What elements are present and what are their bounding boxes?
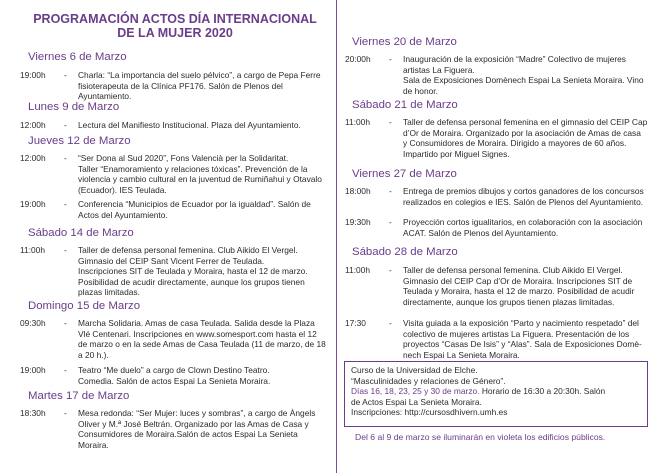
desc-line: de marzo o en la sede Amas de Casa Teulada (11 de marzo, de 18 <box>78 339 326 350</box>
desc-line: Gimnasio del CEIP Sant Vicent Ferrer de Teulada. <box>78 255 265 266</box>
event-dash: - <box>64 318 67 328</box>
event-description <box>78 199 336 220</box>
day-heading: Domingo 15 de Marzo <box>28 300 141 312</box>
desc-line: Mesa redonda: “Ser Mujer: luces y sombras”, a cargo de Àngels <box>78 408 316 418</box>
course-line: de Actos Espai La Senieta Moraira. <box>351 396 482 407</box>
desc-line: Charla: “La importancia del suelo pélvico”, a cargo de Pepa Ferre <box>78 70 321 80</box>
desc-line: Consumidores de Moraira.Salón de actos Espai La Senieta <box>78 429 298 440</box>
desc-line: realizados en colegios e IES. Salón de Plenos del Ayuntamiento. <box>403 196 644 207</box>
event-dash: - <box>64 120 67 130</box>
event-description <box>403 217 657 238</box>
desc-line: “Ser Dona al Sud 2020”, Fons Valencià per la Solidaritat. <box>78 153 289 163</box>
event-time: 11:00h <box>20 245 45 255</box>
title-line-1: PROGRAMACIÓN ACTOS DÍA INTERNACIONAL <box>33 12 317 26</box>
course-info-box <box>344 361 648 427</box>
event-time: 12:00h <box>20 120 46 130</box>
desc-line: Visita guiada a la exposición “Parto y nacimiento respetado” del <box>403 318 639 328</box>
event-dash: - <box>389 54 392 64</box>
desc-line: Conferencia “Municipios de Ecuador por la igualdad”. Salón de <box>78 199 311 209</box>
desc-line: Vlé Centenari. Inscripciones en www.somesport.com hasta el 12 <box>78 328 317 339</box>
desc-line: colectivo de mujeres artistas La Figuera. Presentación de los <box>403 328 630 339</box>
desc-line: Posibilidad de acudir directamente, aunque los grupos tienen <box>78 276 305 287</box>
event-time: 11:00h <box>345 117 370 127</box>
event-time: 17:30 <box>345 318 366 328</box>
event-dash: - <box>64 365 67 375</box>
desc-line: Taller de defensa personal femenina. Club Aikido El Vergel. <box>403 265 623 275</box>
course-dates: Días 16, 18, 23, 25 y 30 de marzo. <box>351 386 480 397</box>
desc-line: de honor. <box>403 85 438 96</box>
desc-line: nech Espai La Senieta Moraira. <box>403 349 520 360</box>
desc-line: proyectos “Casas De Isis” y “Alas”. Sala de Exposiciones Domè- <box>403 339 642 350</box>
desc-line: Ayuntamiento. <box>78 91 132 102</box>
desc-line: Taller de defensa personal femenina. Club Aikido El Vergel. <box>78 245 298 255</box>
event-time: 18:00h <box>345 186 371 196</box>
event-description <box>78 120 336 131</box>
event-description <box>403 117 657 159</box>
event-time: 19:00h <box>20 199 46 209</box>
event-time: 19:00h <box>20 365 46 375</box>
course-line: Curso de la Universidad de Elche. <box>351 365 478 375</box>
desc-line: directamente, aunque los grupos tienen plazas limitadas. <box>403 296 615 307</box>
desc-line: Gimnasio del CEIP Cap d’Or de Moraira. Inscripciones SIT de <box>403 275 633 286</box>
desc-line: violencia y cambio cultural en la juventud de Rumiñahui y Otavalo <box>78 174 322 185</box>
footer-note: Del 6 al 9 de marzo se iluminarán en violeta los edificios públicos. <box>355 432 606 442</box>
desc-line: Actos del Ayuntamiento. <box>78 209 168 220</box>
desc-line: (Ecuador). IES Teulada. <box>78 184 167 195</box>
desc-line: Moraira. <box>78 439 109 450</box>
event-description <box>78 153 336 195</box>
day-heading: Sábado 21 de Marzo <box>352 99 458 111</box>
course-line: “Masculinidades y relaciones de Género”. <box>351 375 506 386</box>
event-time: 09:30h <box>20 318 46 328</box>
desc-line: Lectura del Manifiesto Institucional. Plaza del Ayuntamiento. <box>78 120 301 130</box>
event-dash: - <box>64 153 67 163</box>
day-heading: Viernes 20 de Marzo <box>352 36 457 48</box>
course-dates-line <box>351 386 647 397</box>
desc-line: fisioterapeuta de la Clínica PF176. Salón de Plenos del <box>78 80 283 91</box>
event-description <box>403 54 657 96</box>
desc-line: a 20 h.). <box>78 349 109 360</box>
desc-line: ACAT. Salón de Plenos del Ayuntamiento. <box>403 227 559 238</box>
desc-line: y Consumidores de Moraira. Dirigido a mayores de 60 años. <box>403 138 627 149</box>
event-description <box>78 245 336 298</box>
event-dash: - <box>389 186 392 196</box>
event-dash: - <box>389 318 392 328</box>
desc-line: Taller de defensa personal femenina en el gimnasio del CEIP Cap <box>403 117 648 127</box>
desc-line: Comedia. Salón de actos Espai La Senieta Moraira. <box>78 375 271 386</box>
event-description <box>403 265 657 307</box>
desc-line: d’Or de Moraira. Organizado por la asociación de Amas de casa <box>403 127 641 138</box>
day-heading: Viernes 6 de Marzo <box>28 51 127 63</box>
event-dash: - <box>389 217 392 227</box>
event-description <box>78 70 336 102</box>
event-description <box>78 408 336 450</box>
day-heading: Sábado 14 de Marzo <box>28 227 134 239</box>
day-heading: Lunes 9 de Marzo <box>28 101 120 113</box>
event-description <box>403 318 657 360</box>
desc-line: Inscripciones SIT de Teulada y Moraira, hasta el 12 de marzo. <box>78 266 308 277</box>
desc-line: Taller “Enamoramiento y relaciones tóxicas”. Prevención de la <box>78 163 308 174</box>
desc-line: Teatro “Me duelo” a cargo de Clown Destino Teatro. <box>78 365 270 375</box>
desc-line: artistas La Figuera. <box>403 64 475 75</box>
desc-line: Inauguración de la exposición “Madre” Colectivo de mujeres <box>403 54 626 64</box>
day-heading: Sábado 28 de Marzo <box>352 246 458 258</box>
event-dash: - <box>389 265 392 275</box>
column-divider <box>336 0 337 473</box>
title-line-2: DE LA MUJER 2020 <box>117 26 233 40</box>
event-dash: - <box>389 117 392 127</box>
desc-line: Teulada y Moraira, hasta el 12 de marzo. Posibilidad de acudir <box>403 286 635 297</box>
course-schedule: Horario de 16:30 a 20:30h. Salón <box>479 386 606 397</box>
event-description <box>78 365 336 386</box>
desc-line: Marcha Solidaria. Amas de casa Teulada. Salida desde la Plaza <box>78 318 315 328</box>
event-dash: - <box>64 70 67 80</box>
desc-line: Impartido por Miguel Signes. <box>403 148 510 159</box>
desc-line: Entrega de premios dibujos y cortos ganadores de los concursos <box>403 186 644 196</box>
event-description <box>78 318 336 360</box>
page-title <box>14 12 336 40</box>
event-time: 11:00h <box>345 265 370 275</box>
desc-line: Sala de Exposiciones Domènech Espai La Senieta Moraira. Vino <box>403 75 644 86</box>
event-description <box>403 186 657 207</box>
event-dash: - <box>64 408 67 418</box>
event-time: 20:00h <box>345 54 371 64</box>
event-time: 19:30h <box>345 217 371 227</box>
day-heading: Viernes 27 de Marzo <box>352 168 457 180</box>
event-dash: - <box>64 199 67 209</box>
desc-line: Oliver y M.ª José Beltrán. Organizado por las Amas de Casa y <box>78 418 309 429</box>
day-heading: Jueves 12 de Marzo <box>28 135 131 147</box>
desc-line: plazas limitadas. <box>78 287 140 298</box>
event-time: 19:00h <box>20 70 46 80</box>
desc-line: Proyección cortos igualitarios, en colaboración con la asociación <box>403 217 643 227</box>
event-time: 18:30h <box>20 408 46 418</box>
event-time: 12:00h <box>20 153 46 163</box>
event-dash: - <box>64 245 67 255</box>
course-registration-link[interactable]: Inscripciones: http://cursosdhivern.umh.es <box>351 407 508 418</box>
day-heading: Martes 17 de Marzo <box>28 390 130 402</box>
